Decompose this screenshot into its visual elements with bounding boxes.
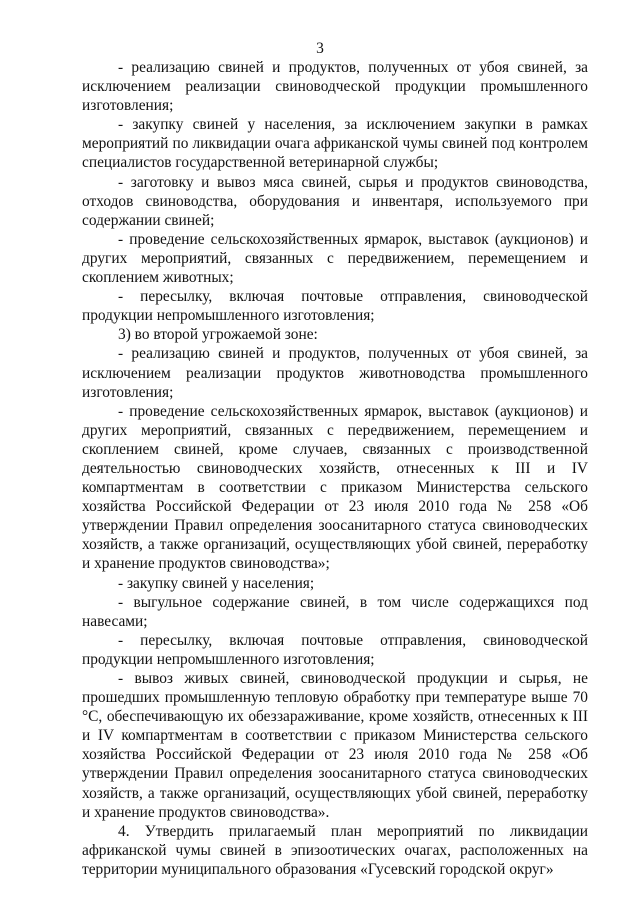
paragraph-8: - проведение сельскохозяйственных ярмарок, выставок (аукционов) и других мероприятий, связанных с передвижением, перемещением и скоплением свиней, кроме случаев, связанных с производственной деятельностью свиноводческих хозяйств, отнесенных к III и IV компартментам в соответствии с приказом Министерства сельского хозяйства Российской Федерации от 23 июля 2010 года № 258 «Об утверждении Правил определения зоосанитарного статуса свиноводческих хозяйств, а также организаций, осуществляющих убой свиней, переработку и хранение продуктов свиноводства»; [82, 402, 588, 573]
paragraph-13: 4. Утвердить прилагаемый план мероприятий по ликвидации африканской чумы свиней в эпизоотических очагах, расположенных на территории муниципального образования «Гусевский городской округ» [82, 822, 588, 878]
paragraph-3: - заготовку и вывоз мяса свиней, сырья и продуктов свиноводства, отходов свиноводства, оборудования и инвентаря, используемого при содержании свиней; [82, 173, 588, 229]
paragraph-1: - реализацию свиней и продуктов, полученных от убоя свиней, за исключением реализации свиноводческой продукции промышленного изготовления; [82, 59, 588, 115]
page-number: 3 [316, 40, 324, 57]
paragraph-6: 3) во второй угрожаемой зоне: [118, 326, 318, 344]
paragraph-5: - пересылку, включая почтовые отправления, свиноводческой продукции непромышленного изготовления; [82, 288, 588, 325]
paragraph-2: - закупку свиней у населения, за исключением закупки в рамках мероприятий по ликвидации очага африканской чумы свиней под контролем специалистов государственной ветеринарной службы; [82, 116, 588, 172]
paragraph-4: - проведение сельскохозяйственных ярмарок, выставок (аукционов) и других мероприятий, связанных с передвижением, перемещением и скоплением животных; [82, 230, 588, 287]
paragraph-7: - реализацию свиней и продуктов, полученных от убоя свиней, за исключением реализации продуктов животноводства промышленного изготовления; [82, 345, 588, 401]
paragraph-10: - выгульное содержание свиней, в том числе содержащихся под навесами; [82, 593, 588, 630]
paragraph-12: - вывоз живых свиней, свиноводческой продукции и сырья, не прошедших промышленную тепловую обработку при температуре выше 70 °С, обеспечивающую их обеззараживание, кроме хозяйств, отнесенных к III и IV компартментам в соответствии с приказом Министерства сельского хозяйства Российской Федерации от 23 июля 2010 года № 258 «Об утверждении Правил определения зоосанитарного статуса свиноводческих хозяйств, а также организаций, осуществляющих убой свиней, переработку и хранение продуктов свиноводства». [82, 670, 588, 821]
paragraph-11: - пересылку, включая почтовые отправления, свиноводческой продукции непромышленного изготовления; [82, 631, 588, 668]
document-body [82, 58, 588, 879]
paragraph-9: - закупку свиней у населения; [118, 574, 315, 592]
